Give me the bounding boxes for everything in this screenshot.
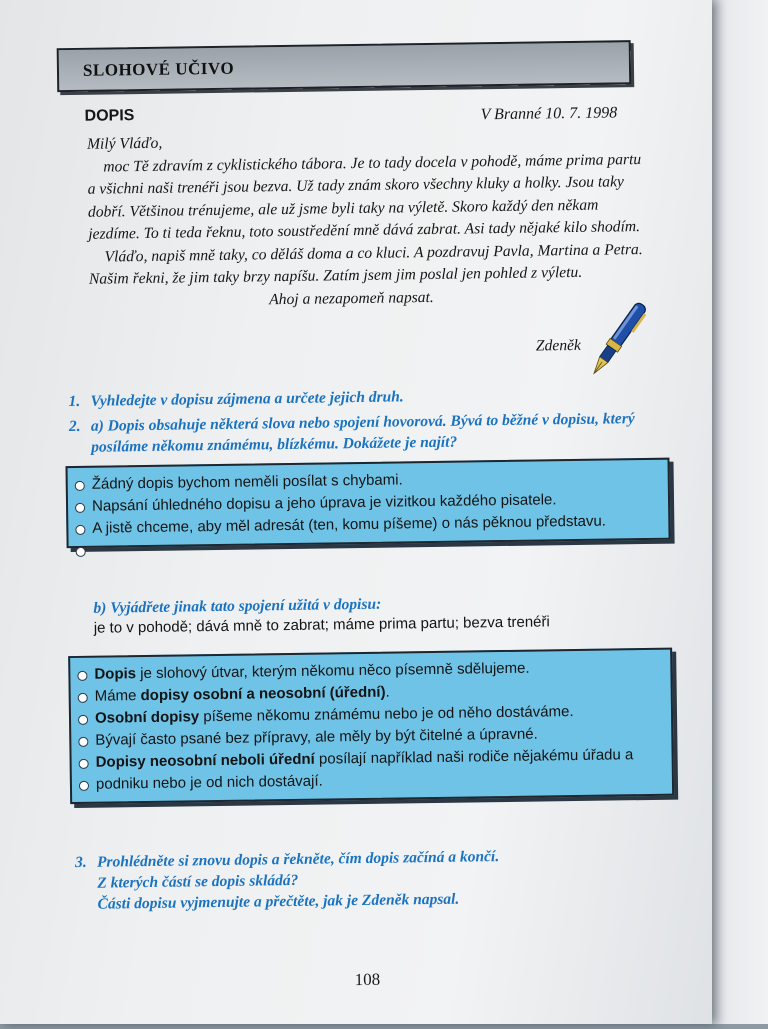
bullet-icon xyxy=(78,737,88,747)
letter-closing: Ahoj a nezapomeň napsat. xyxy=(269,288,434,308)
bullet-icon xyxy=(78,715,88,725)
info-box-line: Máme dopisy osobní a neosobní (úřední). xyxy=(95,678,661,708)
bullet-icon xyxy=(75,525,85,535)
info-box-line: Osobní dopisy píšeme někomu známému nebo je od něho dostáváme. xyxy=(95,700,661,730)
fountain-pen-icon xyxy=(581,294,652,385)
info-box-line: A jistě chceme, aby měl adresát (ten, komu píšeme) o nás pěknou představu. xyxy=(92,510,658,540)
bullet-icon xyxy=(79,759,89,769)
letter-body xyxy=(87,126,644,314)
bullet-icon xyxy=(75,503,85,513)
task-2a: 2. a) Dopis obsahuje některá slova nebo spojení hovorová. Bývá to běžné v dopisu, který posíláme někomu známému, blízkému. Dokážete je najít? xyxy=(68,410,635,456)
letter-paragraph: moc Tě zdravím z cyklistického tábora. Je to tady docela v pohodě, máme prima partu a všichni naši trenéři jsou bezva. Už tady znám skoro všechny kluky a holky. Jsou taky dobří. Většinou trénujeme, ale už jsme byli taky na výletě. Skoro každý den někam jezdíme. To ti teda řeknu, toto soustředění mně dává zabrat. Asi tady nějaké kilo shodím. xyxy=(87,150,642,243)
letter-paragraph: Vláďo, napiš mně taky, co děláš doma a co kluci. A pozdravuj Pavla, Martina a Petra. Našim řekni, že jim taky brzy napíšu. Zatím jsem jim poslal jen pohled z výletu. xyxy=(88,240,643,288)
bullet-icon xyxy=(78,693,88,703)
info-box-line: Napsání úhledného dopisu a jeho úprava je vizitkou každého pisatele. xyxy=(92,488,658,518)
letter-place-date: V Branné 10. 7. 1998 xyxy=(480,104,618,124)
info-box-line: Žádný dopis bychom neměli posílat s chybami. xyxy=(92,466,658,496)
letter-greeting: Milý Vláďo, xyxy=(86,134,163,153)
bullet-icon xyxy=(79,781,89,791)
info-box-definition xyxy=(68,648,674,804)
letter-heading: DOPIS xyxy=(84,107,135,125)
bullet-icon xyxy=(77,671,87,681)
bullet-icon xyxy=(75,481,85,491)
info-box-rules xyxy=(65,458,670,548)
bullet-icon xyxy=(76,547,86,557)
letter-signature: Zdeněk xyxy=(535,336,582,355)
page-number: 108 xyxy=(354,969,381,990)
task-2b: b) Vyjádřete jinak tato spojení užitá v dopisu: xyxy=(93,595,382,617)
task-3: 3. Prohlédněte si znovu dopis a řekněte, čím dopis začíná a končí. Z kterých částí se dopis skládá? Části dopisu vyjmenujte a přečtěte, jak je Zdeněk napsal. xyxy=(74,848,500,913)
info-box-line: Dopisy neosobní neboli úřední posílají například naši rodiče nějakému úřadu a podniku nebo je od nich dostávají. xyxy=(95,744,662,796)
info-box-line: Dopis je slohový útvar, kterým někomu něco písemně sdělujeme. xyxy=(94,656,660,686)
section-header xyxy=(57,40,632,92)
info-box-line: Bývají často psané bez přípravy, ale měly by být čitelné a úpravné. xyxy=(95,722,661,752)
section-title: SLOHOVÉ UČIVO xyxy=(82,58,235,80)
task-2b-phrases: je to v pohodě; dává mně to zabrat; máme prima partu; bezva trenéři xyxy=(93,613,550,637)
task-1: 1. Vyhledejte v dopisu zájmena a určete jejich druh. xyxy=(68,388,404,411)
